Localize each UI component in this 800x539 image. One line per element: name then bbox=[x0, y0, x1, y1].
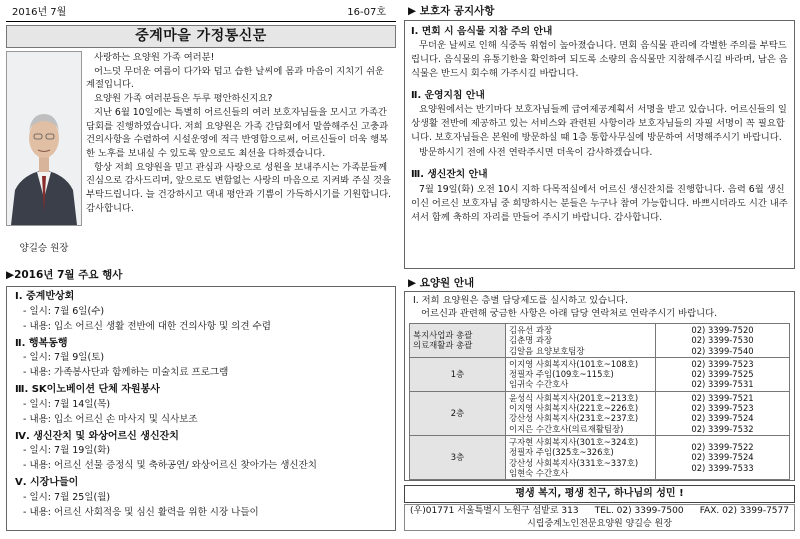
phone-number: 02) 3399-7533 bbox=[691, 462, 754, 473]
event-item bbox=[15, 476, 389, 520]
phone-number: 02) 3399-7532 bbox=[691, 423, 754, 434]
person-name: 윤성식 사회복지사(201호~213호) bbox=[509, 392, 639, 403]
event-date: - 일시: 7월 9일(토) bbox=[23, 352, 105, 363]
event-desc: - 내용: 입소 어르신 손 마사지 및 식사보조 bbox=[23, 413, 198, 425]
notice-body: 무더운 날씨로 인해 식중독 위험이 높아졌습니다. 면회 음식물 관리에 각별한 주의를 부탁드립니다. 음식물의 유통기한을 확인하여 되도록 소량의 음식물만 지참해주시길 바라며, 남은 음식물은 반드시 회수해 가주시길 바랍니다. bbox=[411, 40, 788, 80]
event-date: - 일시: 7월 19일(화) bbox=[23, 445, 111, 456]
event-title: Ⅴ. 시장나들이 bbox=[15, 477, 79, 488]
phone-number: 02) 3399-7524 bbox=[691, 413, 754, 424]
footer-sign: 시립중계노인전문요양원 양길승 원장 bbox=[527, 518, 672, 529]
notice-body: 요양원에서는 반기마다 보호자님들께 급여제공계획서 서명을 받고 있습니다. 어르신들의 일상생활 전반에 제공하고 있는 서비스와 관련된 사항이라 보호자님들의 자필 서명이 꼭 필요합니다. 보호자님들은 본원에 방문하실 때 1층 통합사무실에 방문하여 서명해주시기 바랍니다. bbox=[411, 104, 787, 144]
notice-extra: 방문하시기 전에 사전 연락주시면 더욱이 감사하겠습니다. bbox=[419, 147, 653, 159]
notice-title: Ⅲ. 생신잔치 안내 bbox=[411, 169, 488, 181]
event-title: Ⅰ. 중계반상회 bbox=[15, 291, 75, 302]
events-list bbox=[6, 286, 396, 531]
phone-cell bbox=[656, 357, 790, 391]
floor-label: 의료재활과 총괄 bbox=[413, 340, 473, 351]
footer-address: (우)01771 서울특별시 노원구 섬밭로 313 bbox=[410, 506, 579, 516]
person-name: 이지영 사회복지사(101호~108호) bbox=[509, 358, 639, 369]
notice-title: Ⅱ. 운영지침 안내 bbox=[411, 90, 485, 102]
event-title: Ⅱ. 행복동행 bbox=[15, 337, 68, 349]
newsletter-title: 중계마을 가정통신문 bbox=[6, 25, 396, 48]
table-row bbox=[410, 435, 790, 479]
floor-cell bbox=[410, 324, 506, 358]
floor-cell: 1층 bbox=[410, 357, 506, 391]
footer-contact-row bbox=[410, 505, 789, 518]
phone-number: 02) 3399-7524 bbox=[691, 452, 754, 463]
event-title: Ⅲ. SK이노베이션 단체 자원봉사 bbox=[15, 384, 160, 395]
event-item bbox=[15, 290, 389, 334]
event-desc: - 내용: 어르신 선물 증정식 및 축하공연/ 와상어르신 찾아가는 생신잔치 bbox=[23, 460, 317, 471]
event-date: - 일시: 7월 25일(월) bbox=[23, 491, 111, 503]
floor-cell: 2층 bbox=[410, 391, 506, 435]
notices-heading: ▶ 보호자 공지사항 bbox=[408, 5, 495, 17]
person-name: 강산성 사회복지사(331호~337호) bbox=[509, 457, 639, 468]
floor-cell: 3층 bbox=[410, 435, 506, 479]
person-name: 임현숙 수간호사 bbox=[509, 467, 569, 478]
table-row bbox=[410, 357, 790, 391]
footer-tel: TEL. 02) 3399-7500 bbox=[594, 506, 684, 516]
letter-paragraph: 요양원 가족 여러분들은 두루 평안하신지요? bbox=[94, 93, 273, 105]
table-row bbox=[410, 324, 790, 358]
staff-heading: ▶ 요양원 안내 bbox=[408, 277, 475, 289]
letter-paragraph: 지난 6월 10일에는 특별히 어르신들의 여러 보호자님들을 모시고 가족간담회를 진행하였습니다. 저희 요양원은 가족 간담회에서 말씀해주신 고충과 건의사항을 수렴하여 시설운영에 적극 반영함으로써, 어르신들이 더욱 행복한 노후를 보내실 수 있도록 앞으로도 최선을 다하겠습니다. bbox=[86, 106, 389, 159]
person-name: 김춘명 과장 bbox=[509, 335, 553, 346]
floor-label: 복지사업과 총괄 bbox=[413, 330, 473, 341]
phone-number: 02) 3399-7523 bbox=[691, 358, 754, 369]
staff-intro-line: 어르신과 관련해 궁금한 사항은 아래 담당 연락처로 연락주시기 바랍니다. bbox=[421, 308, 718, 319]
event-desc: - 내용: 어르신 사회적응 및 심신 활력을 위한 시장 나들이 bbox=[23, 506, 259, 518]
person-name: 김알음 요양보호팀장 bbox=[509, 345, 585, 356]
person-name: 이지영 사회복지사(221호~226호) bbox=[509, 403, 639, 414]
letter-body bbox=[86, 51, 394, 215]
phone-number: 02) 3399-7523 bbox=[691, 403, 754, 414]
phone-number: 02) 3399-7520 bbox=[691, 325, 754, 335]
event-item bbox=[15, 430, 389, 474]
person-name: 이지은 수간호사(의료재활팀장) bbox=[509, 423, 624, 434]
phone-number: 02) 3399-7522 bbox=[691, 442, 754, 453]
person-name: 정필자 주임(325호~326호) bbox=[509, 447, 614, 458]
event-item bbox=[15, 337, 389, 381]
phone-number: 02) 3399-7540 bbox=[691, 345, 754, 356]
slogan-banner: 평생 복지, 평생 친구, 하나님의 성민 ! bbox=[404, 485, 795, 503]
letter-paragraph: 사랑하는 요양원 가족 여러분! bbox=[94, 52, 215, 63]
phone-number: 02) 3399-7521 bbox=[691, 392, 754, 403]
event-desc: - 내용: 입소 어르신 생활 전반에 대한 건의사항 및 의견 수렴 bbox=[23, 320, 271, 332]
person-cell bbox=[506, 435, 656, 479]
person-name: 임귀숙 수간호사 bbox=[509, 379, 569, 390]
event-item bbox=[15, 383, 389, 427]
events-heading: ▶2016년 7월 주요 행사 bbox=[6, 269, 123, 281]
footer-contact bbox=[404, 504, 795, 531]
notice-body: 7월 19일(화) 오전 10시 지하 다목적실에서 어르신 생신잔치를 진행합니다. 음력 6월 생신이신 어르신 보호자님 중 희망하시는 분들은 누구나 참여 가능합니다. 바쁘시더라도 시간 내주셔서 함께 축하의 자리를 만들어 주시기 바랍니다. 감사합니다. bbox=[411, 183, 788, 223]
person-name: 구자현 사회복지사(301호~324호) bbox=[509, 436, 639, 447]
portrait-image bbox=[7, 52, 81, 225]
person-name: 정필자 주임(109호~115호) bbox=[509, 369, 614, 380]
phone-number: 02) 3399-7531 bbox=[691, 379, 754, 390]
director-caption: 양길승 원장 bbox=[19, 243, 69, 254]
event-desc: - 내용: 가족봉사단과 함께하는 미술치료 프로그램 bbox=[23, 367, 229, 378]
phone-number: 02) 3399-7530 bbox=[691, 335, 754, 346]
letter-paragraph: 항상 저희 요양원을 믿고 관심과 사랑으로 성원을 보내주시는 가족분들께 진심으로 감사드리며, 앞으로도 변함없는 사랑의 마음으로 지켜봐 주실 것을 부탁드립니다. 늘 건강하시고 댁내 평안과 기쁨이 가득하시기를 기원합니다. 감사합니다. bbox=[86, 161, 392, 214]
notice-title: Ⅰ. 면회 시 음식물 지참 주의 안내 bbox=[411, 26, 553, 37]
staff-table bbox=[409, 323, 790, 480]
notices-box bbox=[404, 20, 795, 269]
left-column bbox=[6, 4, 396, 535]
person-cell bbox=[506, 324, 656, 358]
table-row bbox=[410, 391, 790, 435]
phone-cell bbox=[656, 391, 790, 435]
footer-fax: FAX. 02) 3399-7577 bbox=[699, 506, 789, 516]
person-name: 강산성 사회복지사(231호~237호) bbox=[509, 413, 639, 424]
event-date: - 일시: 7월 14일(목) bbox=[23, 398, 111, 410]
issue-bar bbox=[6, 4, 396, 22]
staff-box bbox=[404, 291, 795, 481]
person-name: 김유선 과장 bbox=[509, 325, 553, 335]
director-photo bbox=[6, 51, 82, 226]
right-column bbox=[404, 4, 795, 535]
phone-number: 02) 3399-7525 bbox=[691, 369, 754, 380]
staff-intro-line: Ⅰ. 저희 요양원은 층별 담당제도를 실시하고 있습니다. bbox=[413, 295, 628, 306]
event-date: - 일시: 7월 6일(수) bbox=[23, 305, 105, 317]
issue-date: 2016년 7월 bbox=[12, 7, 67, 18]
director-letter bbox=[6, 51, 396, 260]
issue-number: 16-07호 bbox=[347, 7, 386, 18]
person-cell bbox=[506, 357, 656, 391]
phone-cell bbox=[656, 324, 790, 358]
phone-cell bbox=[656, 435, 790, 479]
event-title: Ⅳ. 생신잔치 및 와상어르신 생신잔치 bbox=[15, 430, 179, 442]
letter-paragraph: 어느덧 무더운 여름이 다가와 덥고 습한 날씨에 몸과 마음이 지치기 쉬운 계절입니다. bbox=[86, 65, 384, 91]
person-cell bbox=[506, 391, 656, 435]
